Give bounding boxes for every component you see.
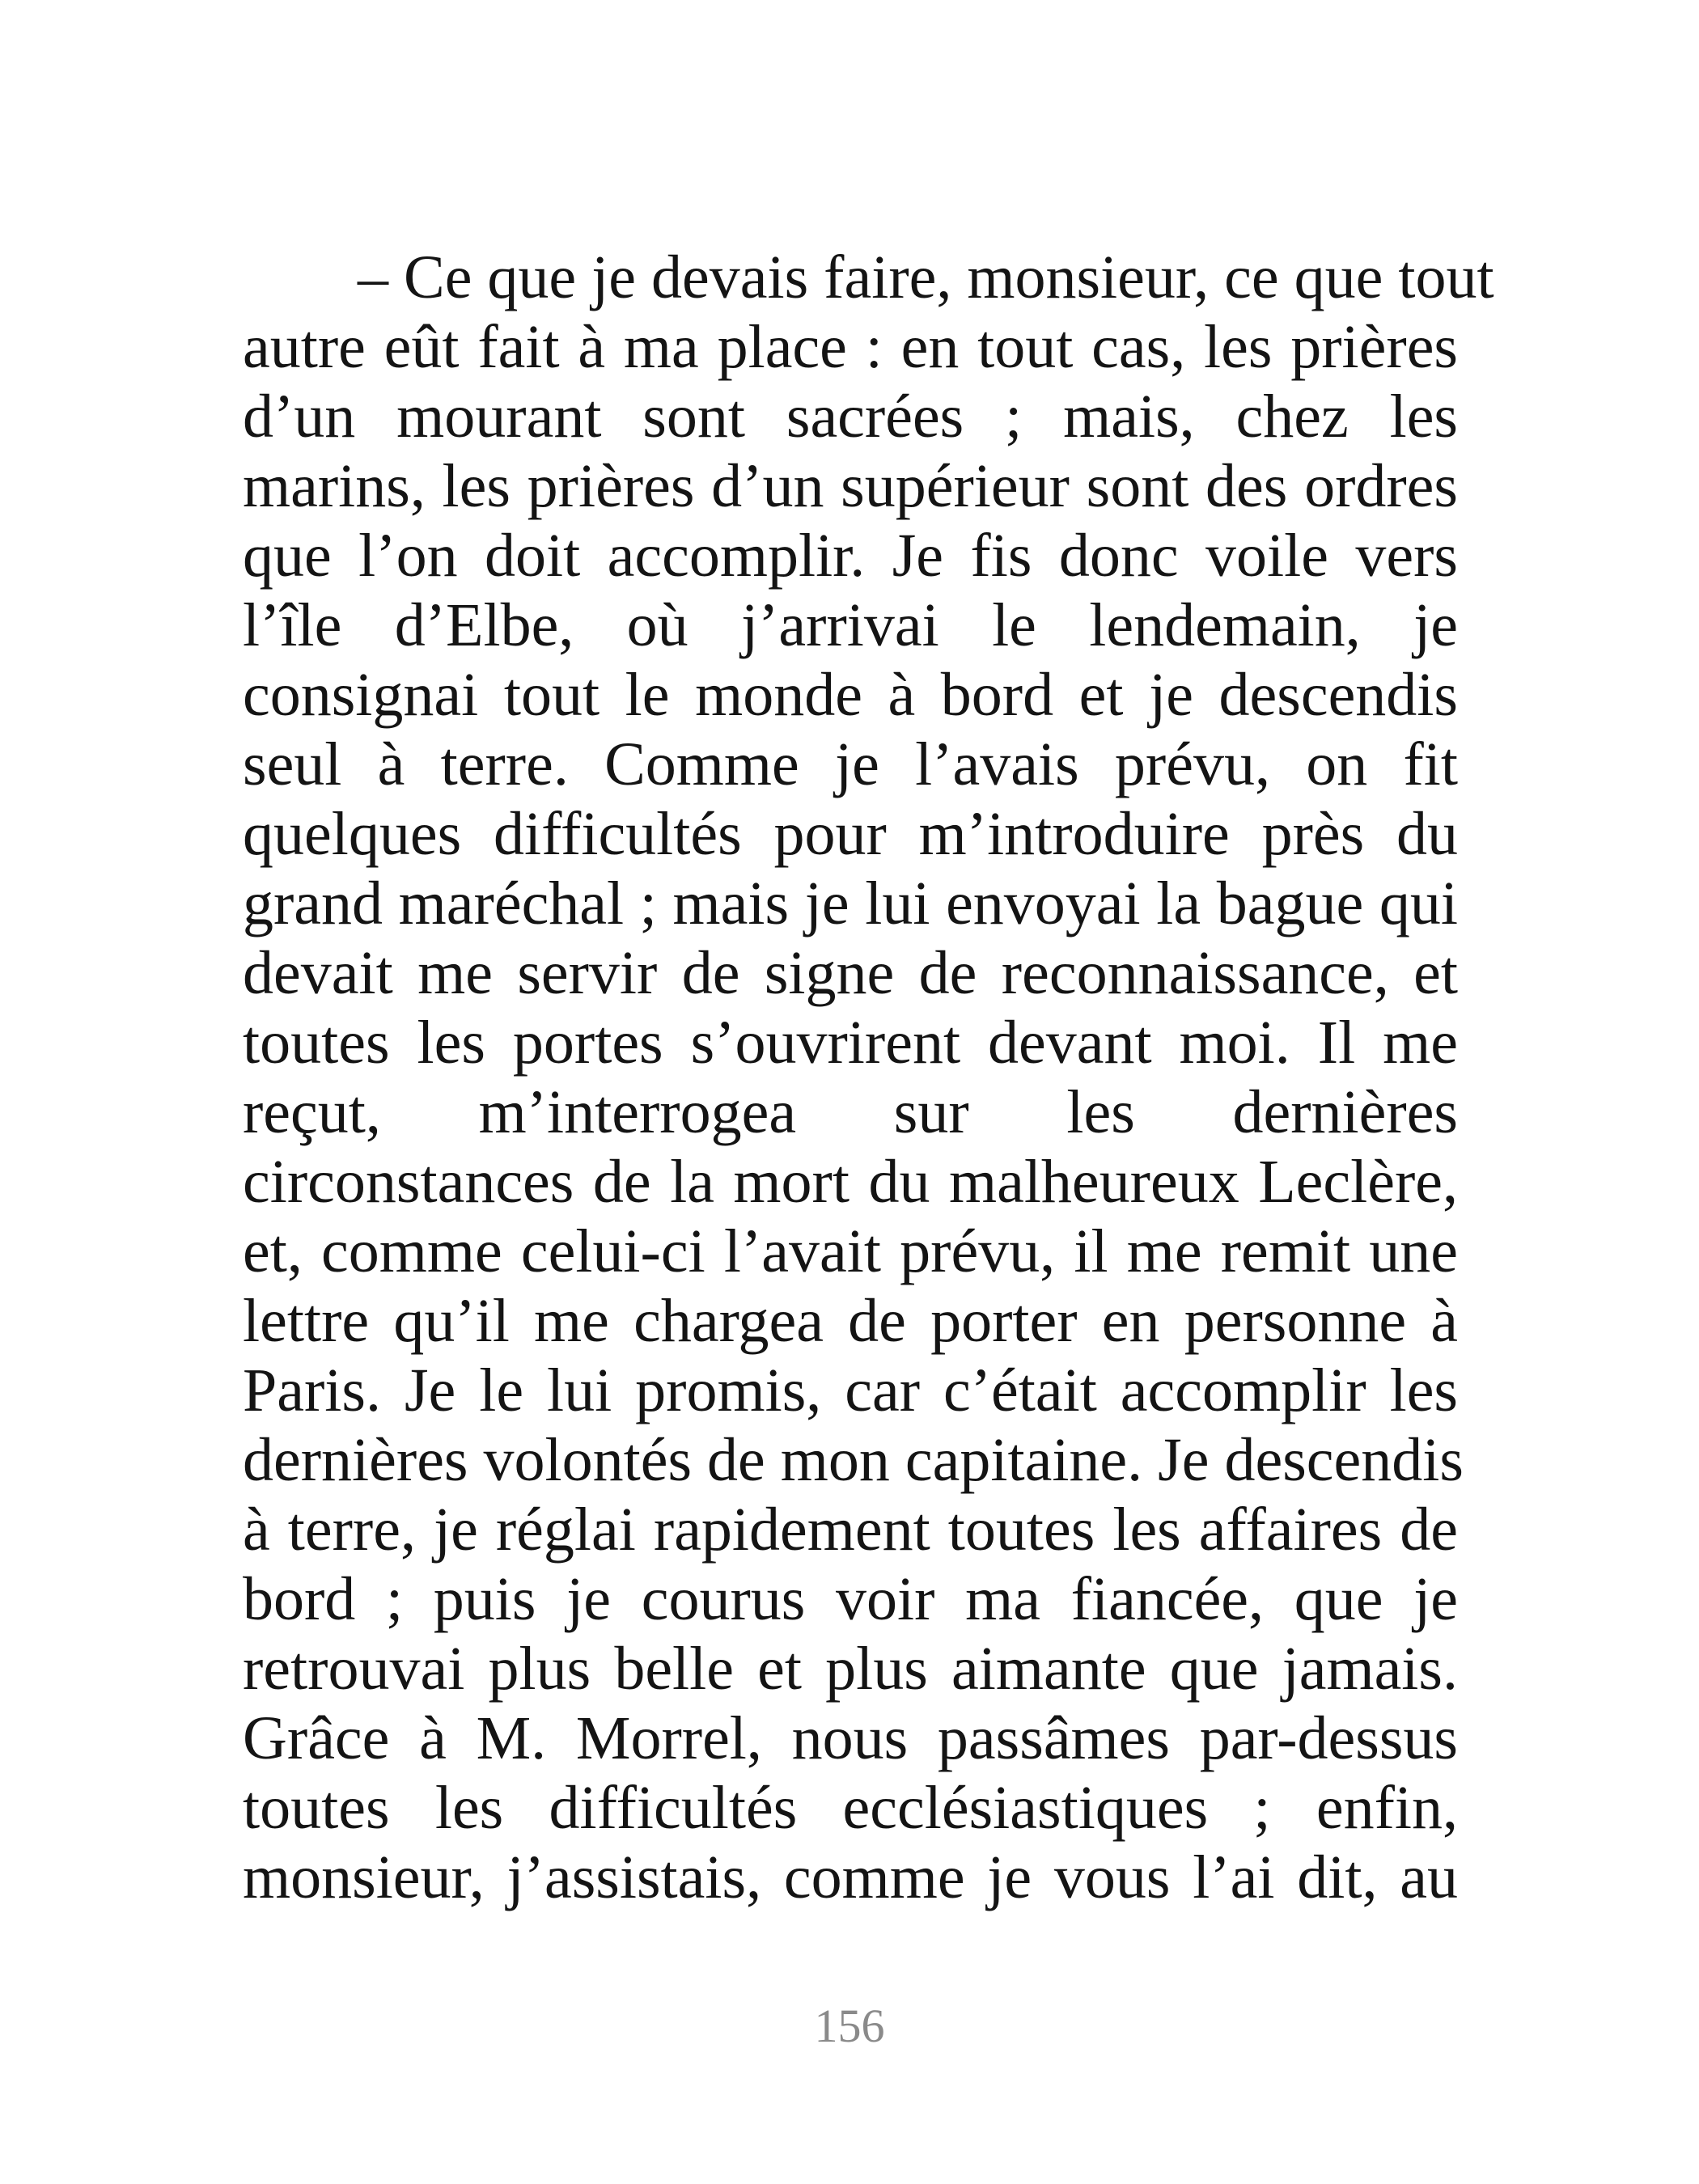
body-text xyxy=(243,243,1494,1912)
text-line: devait me servir de signe de reconnaissance, et xyxy=(243,939,1458,1007)
text-line: Paris. Je le lui promis, car c’était accomplir les xyxy=(243,1357,1458,1424)
text-line: – Ce que je devais faire, monsieur, ce que tout xyxy=(358,243,1494,311)
page-number: 156 xyxy=(814,2000,885,2052)
text-line: grand maréchal ; mais je lui envoyai la bague qui xyxy=(243,870,1458,938)
text-line: monsieur, j’assistais, comme je vous l’ai dit, au xyxy=(243,1843,1458,1911)
text-line: à terre, je réglai rapidement toutes les affaires de xyxy=(243,1496,1458,1564)
text-line: d’un mourant sont sacrées ; mais, chez les xyxy=(243,383,1458,451)
text-line: reçut, m’interrogea sur les dernières xyxy=(243,1078,1458,1146)
text-line: seul à terre. Comme je l’avais prévu, on fit xyxy=(243,730,1458,798)
text-line: lettre qu’il me chargea de porter en personne à xyxy=(243,1287,1458,1355)
text-line: bord ; puis je courus voir ma fiancée, que je xyxy=(243,1565,1458,1633)
text-line: consignai tout le monde à bord et je descendis xyxy=(243,661,1458,729)
text-line: autre eût fait à ma place : en tout cas, les prières xyxy=(243,313,1458,381)
text-line: circonstances de la mort du malheureux Leclère, xyxy=(243,1148,1458,1216)
text-line: que l’on doit accomplir. Je fis donc voile vers xyxy=(243,522,1458,590)
text-line: et, comme celui-ci l’avait prévu, il me remit une xyxy=(243,1217,1458,1285)
text-line: toutes les difficultés ecclésiastiques ; enfin, xyxy=(243,1774,1458,1842)
text-line: toutes les portes s’ouvrirent devant moi. Il me xyxy=(243,1009,1458,1077)
text-line: retrouvai plus belle et plus aimante que jamais. xyxy=(243,1635,1458,1703)
text-line: quelques difficultés pour m’introduire près du xyxy=(243,800,1458,868)
text-line: Grâce à M. Morrel, nous passâmes par-dessus xyxy=(243,1704,1458,1772)
text-line: dernières volontés de mon capitaine. Je descendis xyxy=(243,1426,1464,1494)
text-line: marins, les prières d’un supérieur sont des ordres xyxy=(243,452,1458,520)
text-line: l’île d’Elbe, où j’arrivai le lendemain, je xyxy=(243,591,1458,659)
